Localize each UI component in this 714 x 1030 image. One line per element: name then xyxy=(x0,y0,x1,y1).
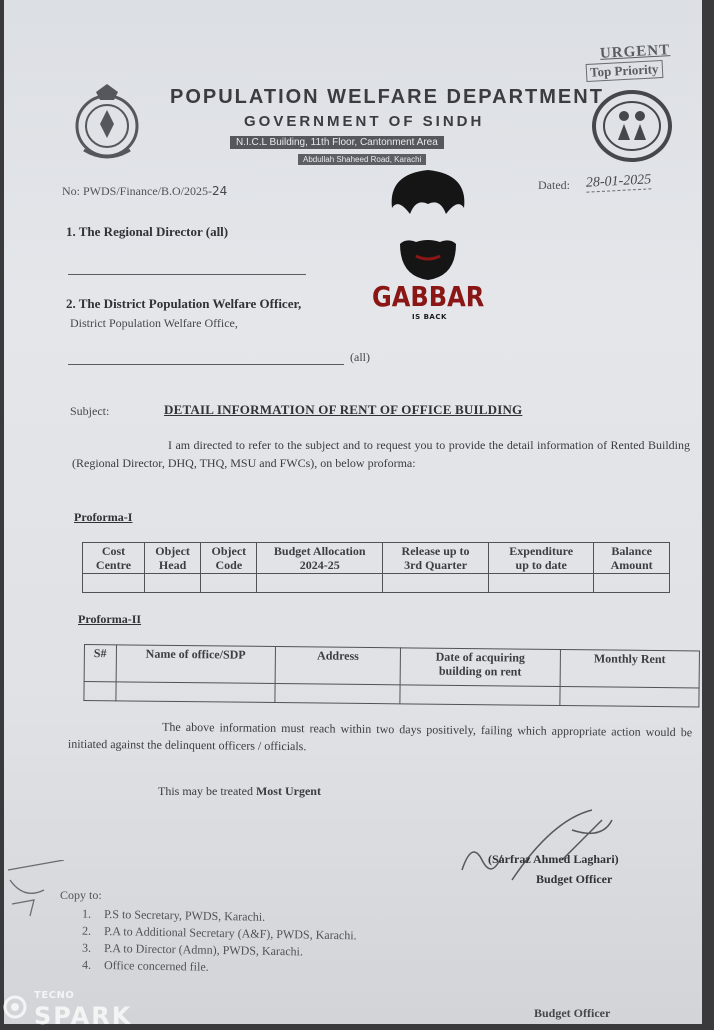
proforma-1-table xyxy=(82,542,670,593)
addressee-all-note: (all) xyxy=(350,350,370,364)
proforma-2-table xyxy=(83,644,700,707)
addressee-district-office: District Population Welfare Office, xyxy=(70,316,238,330)
top-priority-stamp: Top Priority xyxy=(586,60,663,82)
blank-line-2 xyxy=(68,364,344,365)
table-header-cell: Address xyxy=(275,647,400,685)
document-page xyxy=(4,0,702,1024)
bottom-signatory-title: Budget Officer xyxy=(534,1006,611,1020)
addressee-regional-director: 1. The Regional Director (all) xyxy=(66,224,229,239)
table-header-cell: Date of acquiring building on rent xyxy=(400,648,560,687)
blank-line-1 xyxy=(68,274,306,275)
table-header-cell: Name of office/SDP xyxy=(116,645,276,684)
gabbar-face-sticker-icon xyxy=(386,168,470,284)
most-urgent-emphasis: Most Urgent xyxy=(255,784,321,798)
department-name: POPULATION WELFARE DEPARTMENT xyxy=(170,86,604,108)
copy-to-list xyxy=(82,908,357,976)
address-line-2: Abdullah Shaheed Road, Karachi xyxy=(298,154,426,165)
sticker-title: GABBAR xyxy=(372,280,485,313)
list-item: 4. Office concerned file. xyxy=(81,957,209,974)
table-header-cell: Balance Amount xyxy=(594,543,670,574)
copy-to-label: Copy to: xyxy=(60,888,102,902)
population-welfare-emblem-icon xyxy=(590,88,674,164)
table-header-cell: Object Code xyxy=(201,543,257,574)
subject-text: DETAIL INFORMATION OF RENT OF OFFICE BUILDING xyxy=(164,402,523,417)
table-header-row xyxy=(84,645,699,688)
body-paragraph: I am directed to refer to the subject and to request you to provide the detail information of Rented Building (Regional Director, DHQ, THQ, MSU and FWCs), on below proforma: xyxy=(72,438,690,470)
addressee-district-officer: 2. The District Population Welfare Officer, xyxy=(66,296,302,311)
signatory-title: Budget Officer xyxy=(536,872,613,886)
table-row xyxy=(83,574,670,593)
closing-paragraph: The above information must reach within two days positively, failing which appropriate action would be initiated against the delinquent officers / officials. xyxy=(67,719,693,754)
treat-urgent-note: This may be treated Most Urgent xyxy=(158,784,321,798)
sticker-subtitle: IS BACK xyxy=(412,313,447,321)
camera-lens-icon xyxy=(2,994,28,1020)
table-header-cell: Expenditure up to date xyxy=(489,543,594,574)
urgent-stamp: URGENT xyxy=(599,42,671,62)
table-header-row xyxy=(83,543,670,574)
table-header-cell: Monthly Rent xyxy=(560,649,700,687)
government-name: GOVERNMENT OF SINDH xyxy=(244,113,485,130)
table-header-cell: Object Head xyxy=(144,543,200,574)
list-item: 1. P.S to Secretary, PWDS, Karachi. xyxy=(81,906,266,924)
table-header-cell: S# xyxy=(84,645,116,682)
dated-label: Dated: xyxy=(538,178,570,192)
dated-value: 28-01-2025 xyxy=(585,172,652,191)
list-item: 3. P.A to Director (Admn), PWDS, Karachi. xyxy=(81,940,304,959)
subject-label: Subject: xyxy=(70,404,110,418)
table-header-cell: Release up to 3rd Quarter xyxy=(383,543,489,574)
address-line-1: N.I.C.L Building, 11th Floor, Cantonment Area xyxy=(230,136,444,149)
sindh-government-emblem-icon xyxy=(70,80,144,164)
proforma-1-title: Proforma-I xyxy=(74,510,133,524)
watermark-model: SPARK xyxy=(34,1002,133,1030)
reference-handwritten-number: 24 xyxy=(212,184,228,198)
watermark-brand: TECNO xyxy=(34,990,75,1001)
table-header-cell: Cost Centre xyxy=(83,543,145,574)
signatory-name: (Sarfraz Ahmed Laghari) xyxy=(488,852,619,866)
reference-number xyxy=(62,184,227,199)
list-item: 2. P.A to Additional Secretary (A&F), PWDS, Karachi. xyxy=(81,923,357,943)
reference-label: No: PWDS/Finance/B.O/2025- xyxy=(62,184,212,198)
proforma-2-title: Proforma-II xyxy=(78,612,142,626)
table-header-cell: Budget Allocation 2024-25 xyxy=(257,543,383,574)
